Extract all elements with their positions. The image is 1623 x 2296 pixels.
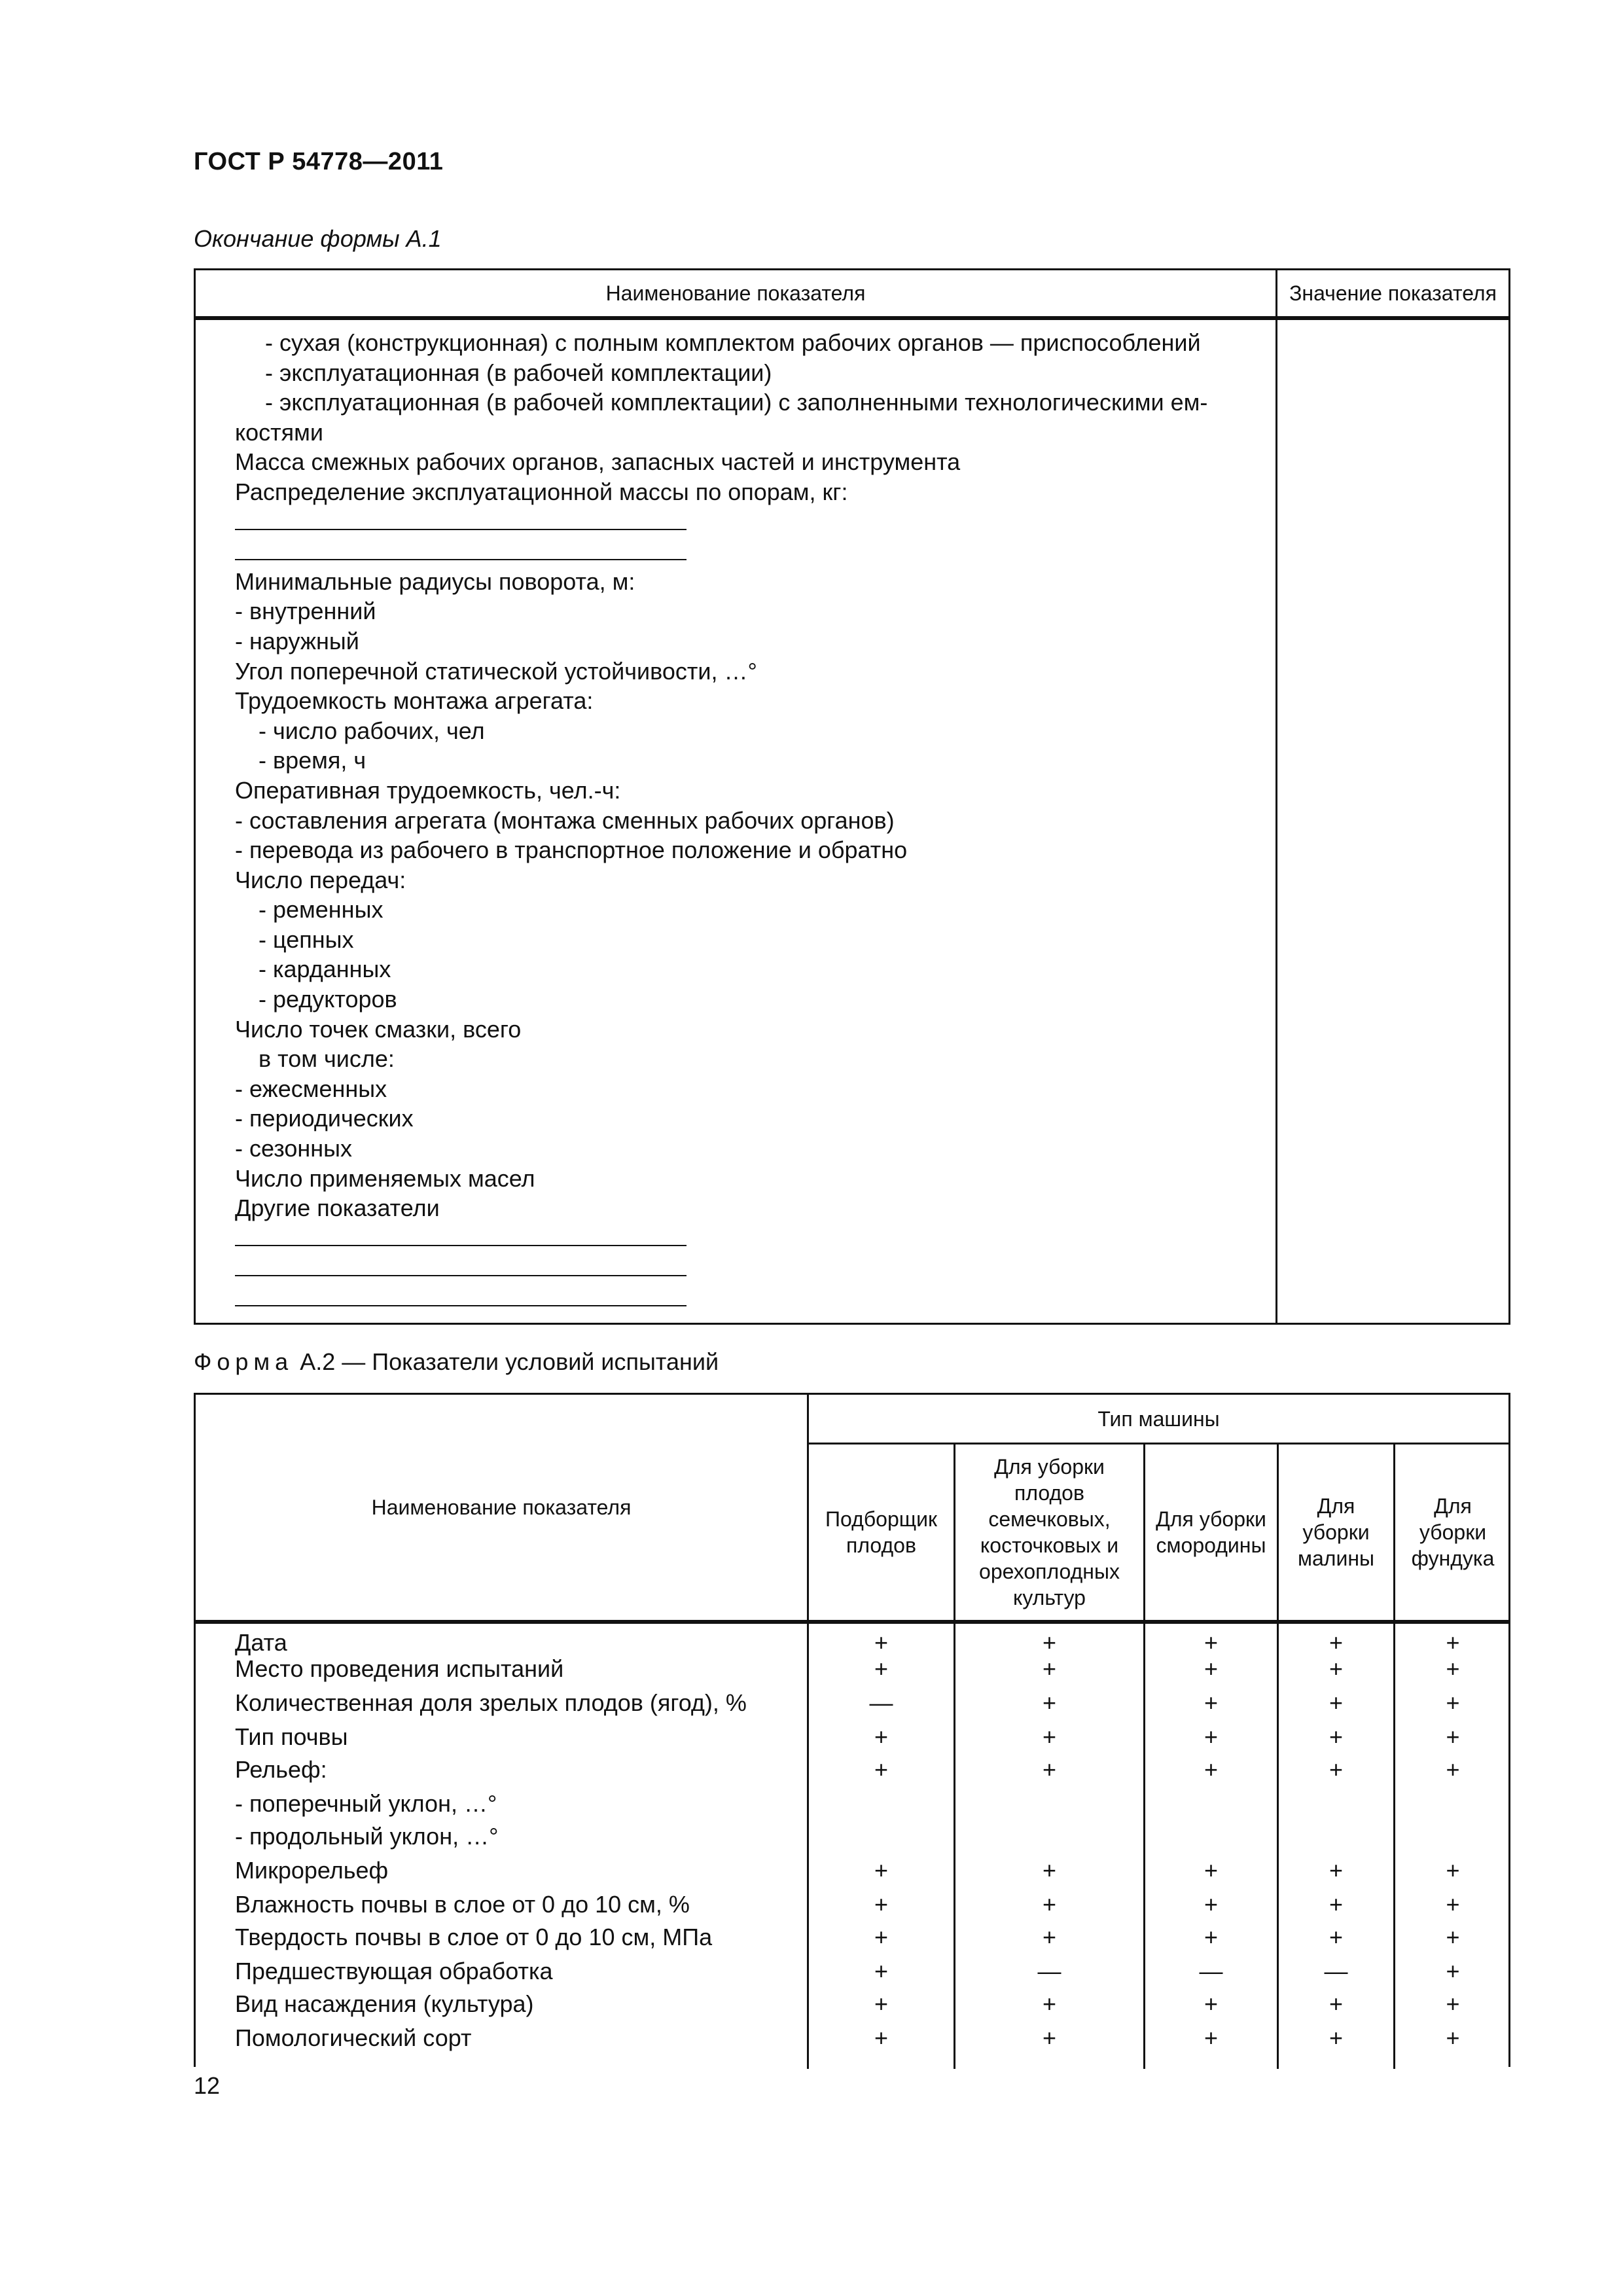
page-number: 12 (194, 2072, 221, 2099)
row-cell: + (1329, 1723, 1344, 1750)
indicator-line: Угол поперечной статической устойчивости, …° (235, 657, 757, 685)
blank-entry-line (235, 1223, 1269, 1253)
row-cell: + (1329, 2024, 1344, 2051)
row-cell: + (1329, 1689, 1344, 1716)
row-cell: + (1329, 1891, 1344, 1918)
row-cell: + (1042, 1990, 1057, 2017)
blank-entry-line (235, 537, 1269, 567)
indicator-line: - составления агрегата (монтажа сменных рабочих органов) (235, 806, 895, 834)
indicator-line: Минимальные радиусы поворота, м: (235, 567, 635, 595)
form-a2-title-text: А.2 — Показатели условий испытаний (293, 1348, 719, 1375)
row-cell: + (1446, 1689, 1460, 1716)
row-cell: — (1199, 1958, 1223, 1984)
column-header-hazelnut-harvester: Для уборки фундука (1411, 1494, 1495, 1570)
indicator-line: Число передач: (235, 866, 406, 893)
row-cell: + (1446, 1756, 1460, 1783)
indicator-line: Распределение эксплуатационной массы по опорам, кг: (235, 478, 848, 505)
row-cell: + (1446, 1958, 1460, 1984)
indicator-line: - время, ч (259, 747, 366, 774)
indicator-line: Трудоемкость монтажа агрегата: (235, 687, 594, 715)
indicator-line: - сухая (конструкционная) с полным комплектом рабочих органов — приспособлений (265, 329, 1201, 356)
row-cell: + (1204, 1990, 1219, 2017)
row-cell: + (1446, 1629, 1460, 1656)
row-cell: — (1037, 1958, 1061, 1984)
form-a2-table (194, 1393, 1510, 2067)
indicator-line: - внутренний (235, 598, 376, 625)
row-cell: + (1042, 1655, 1057, 1682)
row-label: Количественная доля зрелых плодов (ягод), % (235, 1689, 747, 1716)
blank-entry-line (235, 1283, 1269, 1313)
column-header-raspberry-harvester: Для уборки малины (1297, 1494, 1374, 1570)
row-label: Помологический сорт (235, 2024, 472, 2051)
row-label: Тип почвы (235, 1723, 348, 1750)
row-cell: + (1329, 1756, 1344, 1783)
table-row (196, 2022, 1508, 2056)
column-header-picker: Подборщик плодов (825, 1507, 937, 1557)
form-a2-title (194, 1348, 719, 1376)
table-row (196, 1653, 1508, 1687)
header-divider (196, 1620, 1508, 1624)
column-header-name: Наименование показателя (371, 1496, 632, 1519)
row-label: Влажность почвы в слое от 0 до 10 см, % (235, 1891, 690, 1918)
continuation-caption: Окончание формы А.1 (194, 225, 442, 252)
row-cell: — (1324, 1958, 1348, 1984)
table-row (196, 1721, 1508, 1755)
row-cell: + (1042, 1857, 1057, 1884)
row-cell: + (874, 1924, 889, 1950)
row-cell: + (1042, 1756, 1057, 1783)
row-cell: + (874, 1756, 889, 1783)
header-divider (196, 316, 1508, 320)
indicator-line: - наружный (235, 627, 359, 655)
row-cell: + (1042, 1924, 1057, 1950)
row-cell: + (1446, 1857, 1460, 1884)
row-cell: + (1446, 1723, 1460, 1750)
row-cell: + (1329, 1857, 1344, 1884)
row-label: Твердость почвы в слое от 0 до 10 см, МПа (235, 1924, 713, 1950)
table-row (196, 1687, 1508, 1721)
row-cell: + (1446, 1655, 1460, 1682)
row-cell: + (1446, 1990, 1460, 2017)
row-cell: + (1446, 1924, 1460, 1950)
row-cell: + (1042, 1891, 1057, 1918)
row-cell: + (1329, 1629, 1344, 1656)
indicator-line: - перевода из рабочего в транспортное положение и обратно (235, 836, 908, 864)
row-cell: + (1329, 1924, 1344, 1950)
column-header-name: Наименование показателя (605, 281, 866, 305)
indicator-line: Масса смежных рабочих органов, запасных частей и инструмента (235, 448, 961, 476)
row-cell: + (1204, 1924, 1219, 1950)
row-cell: + (1204, 1891, 1219, 1918)
row-cell: + (1329, 1655, 1344, 1682)
row-cell: + (1042, 1629, 1057, 1656)
indicator-line: - число рабочих, чел (259, 717, 485, 744)
form-a1-table (194, 268, 1510, 1325)
blank-entry-line (235, 1253, 1269, 1283)
row-cell: + (874, 1891, 889, 1918)
indicator-line: - ежесменных (235, 1075, 387, 1102)
table-row (196, 1955, 1508, 1989)
table-row (196, 1753, 1508, 1787)
indicator-line: - периодических (235, 1105, 414, 1132)
row-cell: + (1204, 1723, 1219, 1750)
row-cell: + (1204, 2024, 1219, 2051)
column-header-value: Значение показателя (1289, 281, 1497, 305)
row-cell: + (1042, 1689, 1057, 1716)
row-cell: + (874, 1655, 889, 1682)
indicator-line: - ременных (259, 896, 383, 924)
column-divider (1275, 270, 1277, 1323)
row-cell: + (1204, 1689, 1219, 1716)
row-cell: + (874, 1629, 889, 1656)
row-label: Предшествующая обработка (235, 1958, 553, 1984)
group-header-machine-type: Тип машины (1097, 1407, 1220, 1431)
blank-entry-line (235, 507, 1269, 537)
column-header-currant-harvester: Для уборки смородины (1156, 1507, 1266, 1557)
row-cell: + (1329, 1990, 1344, 2017)
row-cell: + (1446, 1891, 1460, 1918)
indicator-line: - редукторов (259, 986, 397, 1013)
row-label: Микрорельеф (235, 1857, 389, 1884)
row-label: Дата (235, 1629, 287, 1656)
document-code: ГОСТ Р 54778—2011 (194, 148, 444, 175)
indicator-line: в том числе: (259, 1045, 395, 1073)
row-cell: + (1042, 1723, 1057, 1750)
row-label: - продольный уклон, …° (235, 1823, 499, 1850)
indicator-line: - эксплуатационная (в рабочей комплектации) (265, 359, 772, 386)
row-label: Вид насаждения (культура) (235, 1990, 534, 2017)
form-a2-title-prefix: Форма (194, 1348, 294, 1375)
indicator-list (235, 328, 1269, 1313)
indicator-line: Число точек смазки, всего (235, 1015, 522, 1043)
row-cell: + (1042, 2024, 1057, 2051)
row-cell: + (1204, 1655, 1219, 1682)
row-label: Место проведения испытаний (235, 1655, 564, 1682)
row-cell: + (874, 1723, 889, 1750)
table-row (196, 1787, 1508, 1821)
row-cell: + (874, 1958, 889, 1984)
row-cell: + (1204, 1857, 1219, 1884)
indicator-line: костями (235, 418, 324, 446)
row-cell: + (874, 1857, 889, 1884)
row-cell: + (1204, 1629, 1219, 1656)
row-label: Рельеф: (235, 1756, 327, 1783)
row-cell: + (874, 2024, 889, 2051)
row-cell: — (869, 1689, 893, 1716)
table-row (196, 1854, 1508, 1888)
row-cell: + (874, 1990, 889, 2017)
column-header-fruit-harvester: Для уборки плодов семечковых, косточковых и орехоплодных культур (979, 1455, 1120, 1609)
table-row (196, 1888, 1508, 1922)
row-cell: + (1204, 1756, 1219, 1783)
indicator-line: - карданных (259, 956, 391, 983)
row-cell: + (1446, 2024, 1460, 2051)
indicator-line: Другие показатели (235, 1194, 440, 1222)
table-row (196, 1820, 1508, 1854)
table-row (196, 1921, 1508, 1955)
indicator-line: Оперативная трудоемкость, чел.-ч: (235, 776, 621, 804)
indicator-line: - эксплуатационная (в рабочей комплектации) с заполненными технологическими ем- (265, 389, 1208, 416)
indicator-line: - сезонных (235, 1135, 352, 1162)
table-row (196, 1988, 1508, 2022)
indicator-line: - цепных (259, 925, 354, 953)
indicator-line: Число применяемых масел (235, 1164, 535, 1192)
row-label: - поперечный уклон, …° (235, 1790, 497, 1817)
